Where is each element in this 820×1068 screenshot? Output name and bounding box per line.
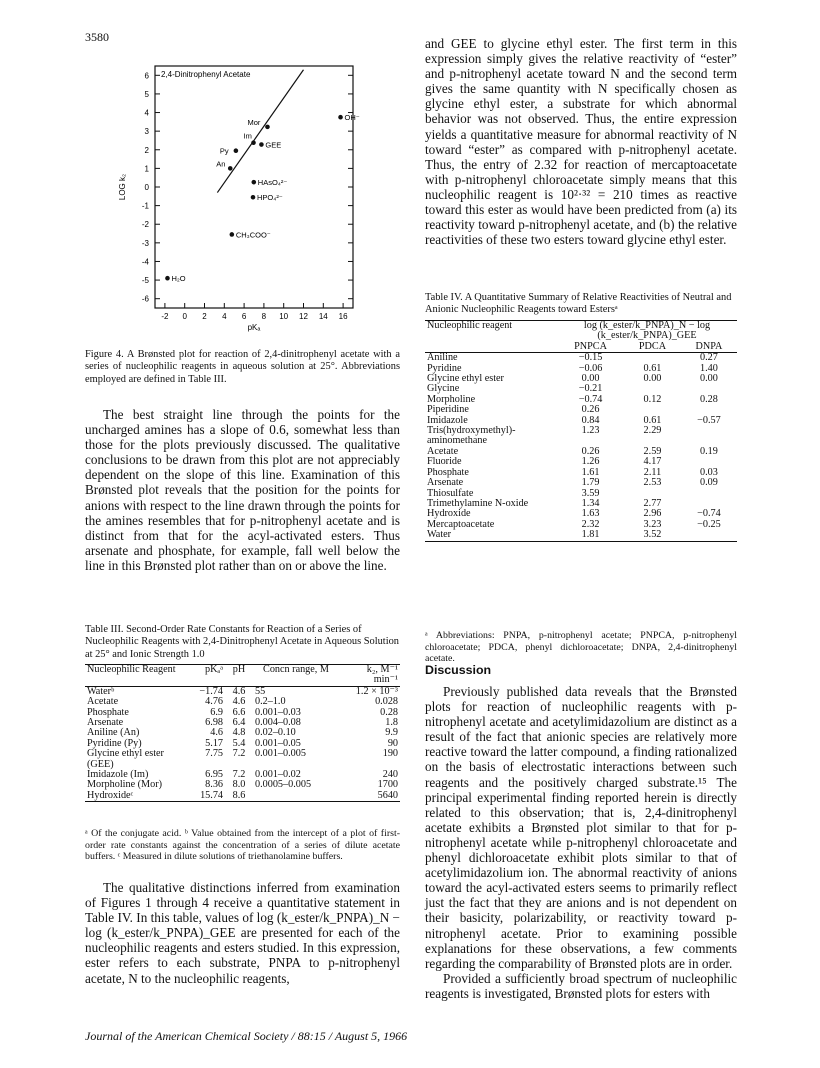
y-tick-label: -6 xyxy=(141,294,149,304)
page-number: 3580 xyxy=(85,30,109,44)
plot-title: 2,4-Dinitrophenyl Acetate xyxy=(161,70,251,79)
left-paragraph-2: The qualitative distinctions inferred from examination of Figures 1 through 4 receive a quantitative statement in Table IV. In this table, values of log (k_ester/k_PNPA)_N − log (k_ester/k_PNPA)_GEE are presented for each of the nucleophilic reagents and esters studied. In this expression, ester refers to each substrate, PNPA to p-nitrophenyl acetate, N to the nucleophilic reagents, xyxy=(85,880,400,986)
table3-header-conc: Concn range, M xyxy=(263,664,329,675)
y-tick-label: 1 xyxy=(144,164,149,174)
table4-cell-reagent: Water xyxy=(427,529,452,541)
table3-cell-pka: 4.6 xyxy=(210,727,223,739)
x-tick-label: -2 xyxy=(161,312,169,321)
table4-cell-b: 2.53 xyxy=(643,477,662,489)
table4-cell-a: 1.34 xyxy=(581,497,600,509)
table3-cell-pka: 6.95 xyxy=(205,769,223,781)
table3 xyxy=(85,664,400,802)
table4-cell-c: −0.25 xyxy=(697,518,721,530)
table-row xyxy=(425,457,737,467)
table4-cell-a: 1.79 xyxy=(581,477,600,489)
table4 xyxy=(425,320,737,542)
table-row xyxy=(425,478,737,488)
y-tick-label: 2 xyxy=(144,145,149,155)
table3-cell-pka: 4.76 xyxy=(205,696,223,708)
x-tick-label: 8 xyxy=(261,312,267,321)
table4-cell-a: −0.15 xyxy=(578,352,603,364)
table4-cell-a: 0.84 xyxy=(581,414,600,426)
table4-cell-c: 0.19 xyxy=(700,445,718,457)
table3-cell-reagent: Imidazole (Im) xyxy=(87,769,149,781)
table3-cell-reagent: Phosphate xyxy=(87,706,129,718)
y-tick-label: -4 xyxy=(141,257,149,267)
point-label: CH₃COO⁻ xyxy=(235,230,271,240)
table4-cell-a: 1.81 xyxy=(581,529,600,541)
table4-cell-a: −0.74 xyxy=(578,393,603,405)
data-point xyxy=(252,180,257,185)
table3-cell-reagent: Pyridine (Py) xyxy=(87,737,142,749)
table4-cell-c xyxy=(681,426,737,447)
table4-cell-c xyxy=(681,530,737,541)
y-tick-label: -3 xyxy=(141,238,149,248)
table4-cell-reagent: Pyridine xyxy=(427,362,462,374)
table4-cell-b: 2.77 xyxy=(643,497,662,509)
fit-line xyxy=(217,70,303,193)
table4-cell-c: 0.03 xyxy=(700,466,718,478)
table3-cell-k2: 1700 xyxy=(377,779,398,791)
left-paragraph-1: The best straight line through the points for the uncharged amines has a slope of 0.6, somewhat less than those for the plots previously discussed. The qualitative conclusions to be drawn from this plot are not appreciably dependent on the slope of this line. Examination of this Brønsted plot reveals that the position for the points for anions with respect to the line drawn through the points for the amines resembles that for p-nitrophenyl acetate and is distinct from that for the acyl-activated esters. Thus arsenate and phosphate, for example, fall well below the line in this Brønsted plot rather than on or above the line. xyxy=(85,407,400,573)
table3-cell-ph: 8.0 xyxy=(232,779,246,791)
y-tick-label: 0 xyxy=(144,183,149,192)
table4-cell-c: −0.74 xyxy=(697,508,721,520)
table3-cell-reagent: Arsenate xyxy=(87,717,124,729)
bronsted-plot xyxy=(85,52,400,350)
table3-cell-reagent: Glycine ethyl ester (GEE) xyxy=(87,748,164,770)
table3-header-k2: k₂, M⁻¹ min⁻¹ xyxy=(366,664,398,686)
data-point xyxy=(234,148,239,153)
table3-cell-reagent: Hydroxideᶜ xyxy=(87,789,134,801)
table4-cell-reagent: Piperidine xyxy=(427,404,469,416)
point-label: An xyxy=(216,159,226,169)
table3-cell-conc: 55 xyxy=(255,685,266,697)
table4-cell-a: 0.00 xyxy=(581,373,600,385)
y-tick-label: -2 xyxy=(141,220,149,230)
x-tick-label: 10 xyxy=(279,312,289,321)
table-row xyxy=(425,426,737,447)
table4-cell-reagent: Hydroxide xyxy=(427,508,471,520)
table4-cell-b: 0.61 xyxy=(643,362,662,374)
table3-cell-ph: 4.6 xyxy=(232,685,246,697)
table3-cell-pka: 7.75 xyxy=(205,748,223,760)
table-row xyxy=(85,791,400,802)
table3-caption: Table III. Second-Order Rate Constants for Reaction of a Series of Nucleophilic Reagents with 2,4-Dinitrophenyl Acetate in Aqueous Solution at 25° and Ionic Strength 1.0 xyxy=(85,624,399,660)
x-tick-label: 2 xyxy=(202,312,207,321)
table4-cell-b: 3.23 xyxy=(643,518,662,530)
bronsted-plot-svg xyxy=(85,52,400,350)
table4-header-expr: log (k_ester/k_PNPA)_N − log (k_ester/k_PNPA)_GEE xyxy=(583,320,711,342)
x-tick-label: 14 xyxy=(318,312,328,321)
point-label: GEE xyxy=(265,140,282,150)
table4-cell-b: 2.11 xyxy=(643,466,662,478)
table3-cell-reagent: Morpholine (Mor) xyxy=(87,779,162,791)
data-point xyxy=(338,115,343,120)
data-point xyxy=(251,195,256,200)
x-tick-label: 0 xyxy=(182,312,187,321)
y-tick-label: 3 xyxy=(144,127,149,137)
table3-cell-k2: 0.28 xyxy=(380,706,398,718)
table3-cell-ph: 8.6 xyxy=(232,789,246,801)
table4-cell-reagent: Trimethylamine N-oxide xyxy=(427,497,529,509)
discussion-paragraph-1 xyxy=(425,684,737,1001)
table3-cell-k2: 90 xyxy=(387,737,398,749)
y-tick-label: 6 xyxy=(144,71,149,81)
table4-cell-c xyxy=(681,489,737,499)
data-point xyxy=(165,276,170,281)
table3-header-pka: pKₐᵃ xyxy=(204,664,223,675)
table-row xyxy=(425,353,737,364)
discussion-p2-text: Provided a sufficiently broad spectrum of nucleophilic reagents is investigated, Brønsted plots for esters with xyxy=(425,970,737,1001)
table3-cell-pka: 5.17 xyxy=(205,737,223,749)
table3-body xyxy=(85,686,400,801)
table-row xyxy=(85,749,400,770)
table3-cell-pka: 15.74 xyxy=(200,789,223,801)
data-point xyxy=(228,166,233,171)
table-row xyxy=(425,405,737,415)
point-label: Mor xyxy=(247,117,261,127)
table4-cell-reagent: Phosphate xyxy=(427,466,469,478)
table3-cell-conc: 0.001–0.005 xyxy=(255,748,306,760)
table3-cell-k2: 1.8 xyxy=(385,717,398,729)
table4-cell-a: 0.26 xyxy=(581,404,600,416)
table4-cell-b: 0.12 xyxy=(643,393,662,405)
plot-frame xyxy=(155,66,353,308)
x-tick-label: 16 xyxy=(338,312,348,321)
table-row xyxy=(425,468,737,478)
point-label: HAsO₄²⁻ xyxy=(257,178,288,188)
table4-cell-reagent: Morpholine xyxy=(427,393,476,405)
table4-cell-b: 0.00 xyxy=(643,373,662,385)
table3-cell-conc: 0.001–0.03 xyxy=(255,706,301,718)
table-row xyxy=(425,520,737,530)
table4-cell-a: 1.23 xyxy=(581,425,600,437)
x-tick-label: 6 xyxy=(241,312,247,321)
table4-cell-c: −0.57 xyxy=(697,414,721,426)
table3-cell-pka: 8.36 xyxy=(205,779,223,791)
y-axis-label: LOG k₂ xyxy=(118,173,127,201)
table3-cell-conc: 0.001–0.05 xyxy=(255,737,301,749)
table3-grid xyxy=(85,664,400,802)
table4-col-pnpca: PNPCA xyxy=(574,340,607,352)
table4-cell-reagent: Fluoride xyxy=(427,456,462,468)
table4-header-reagent: Nucleophilic reagent xyxy=(427,320,513,331)
x-tick-label: 4 xyxy=(222,312,227,321)
table4-cell-b: 2.29 xyxy=(643,425,662,437)
table3-cell-ph: 4.8 xyxy=(232,727,246,739)
x-tick-label: 12 xyxy=(299,312,308,321)
table3-cell-conc: 0.0005–0.005 xyxy=(255,779,312,791)
table3-cell-ph: 4.6 xyxy=(232,696,246,708)
table4-cell-reagent: Thiosulfate xyxy=(427,487,474,499)
table4-cell-a: 2.32 xyxy=(581,518,600,530)
table3-cell-conc: 0.004–0.08 xyxy=(255,717,301,729)
table4-cell-b: 2.59 xyxy=(643,445,662,457)
table4-col-dnpa: DNPA xyxy=(695,340,723,352)
table4-cell-reagent: Tris(hydroxymethyl)-aminomethane xyxy=(427,425,516,447)
point-label: HPO₄²⁻ xyxy=(257,193,283,203)
point-label: Py xyxy=(219,146,229,156)
table4-cell-c: 0.00 xyxy=(700,373,718,385)
table4-cell-a: 1.61 xyxy=(581,466,600,478)
table4-cell-c: 0.09 xyxy=(700,477,718,489)
table4-cell-reagent: Mercaptoacetate xyxy=(427,518,495,530)
table4-cell-a: 1.63 xyxy=(581,508,600,520)
table4-cell-b: 4.17 xyxy=(643,456,662,468)
point-label: OH⁻ xyxy=(344,113,360,123)
table3-cell-ph: 5.4 xyxy=(232,737,246,749)
table4-cell-reagent: Glycine ethyl ester xyxy=(427,373,504,385)
point-label: H₂O xyxy=(171,274,186,284)
table3-header-ph: pH xyxy=(232,664,246,675)
table3-cell-k2: 5640 xyxy=(377,789,398,801)
table4-cell-b xyxy=(624,353,681,364)
table-row xyxy=(425,395,737,405)
table3-cell-conc: 0.001–0.02 xyxy=(255,769,301,781)
table3-cell-k2: 9.9 xyxy=(385,727,398,739)
table3-cell-reagent: Waterᵇ xyxy=(87,685,115,697)
discussion-heading: Discussion xyxy=(425,663,492,677)
table3-cell-conc xyxy=(253,791,339,802)
table4-col-pdca: PDCA xyxy=(638,340,667,352)
y-tick-label: -5 xyxy=(141,276,149,286)
table4-cell-a: −0.06 xyxy=(578,362,603,374)
table3-footnote: ᵃ Of the conjugate acid. ᵇ Value obtained from the intercept of a plot of first-order rate constants against the concentration of a series of dilute acetate buffers. ᶜ Measured in dilute solutions of triethanolamine buffers. xyxy=(85,828,400,863)
table4-cell-a: 0.26 xyxy=(581,445,600,457)
table4-cell-reagent: Imidazole xyxy=(427,414,468,426)
point-label: Im xyxy=(243,131,252,141)
figure-caption: Figure 4. A Brønsted plot for reaction of 2,4-dinitrophenyl acetate with a series of nucleophilic reagents in aqueous solution at 25°. Abbreviations employed are defined in Table III. xyxy=(85,349,400,385)
table4-cell-c: 0.28 xyxy=(700,393,718,405)
table-row xyxy=(425,499,737,509)
table4-cell-reagent: Arsenate xyxy=(427,477,464,489)
table3-cell-ph: 7.2 xyxy=(232,769,246,781)
table4-cell-b: 2.96 xyxy=(643,508,662,520)
table3-cell-k2: 0.028 xyxy=(375,696,398,708)
data-point xyxy=(259,142,264,147)
table3-cell-reagent: Acetate xyxy=(87,696,119,708)
table3-cell-reagent: Aniline (An) xyxy=(87,727,140,739)
table4-cell-a: 3.59 xyxy=(581,487,600,499)
table4-cell-c: 1.40 xyxy=(700,362,718,374)
y-tick-label: -1 xyxy=(141,201,149,211)
table3-cell-pka: 6.98 xyxy=(205,717,223,729)
table3-cell-pka: 6.9 xyxy=(210,706,223,718)
table4-cell-a: −0.21 xyxy=(578,383,603,395)
data-point xyxy=(265,125,270,130)
table4-cell-reagent: Glycine xyxy=(427,383,460,395)
table3-cell-k2: 190 xyxy=(382,748,398,760)
data-point xyxy=(251,140,256,145)
table4-caption: Table IV. A Quantitative Summary of Relative Reactivities of Neutral and Anionic Nucleophilic Reagents toward Estersᵃ xyxy=(425,292,732,316)
table3-cell-k2: 1.2 × 10⁻³ xyxy=(355,685,398,697)
table3-cell-ph: 6.6 xyxy=(232,706,246,718)
table3-cell-ph: 7.2 xyxy=(232,748,246,760)
table3-cell-ph: 6.4 xyxy=(232,717,246,729)
table4-footnote: ᵃ Abbreviations: PNPA, p-nitrophenyl acetate; PNPCA, p-nitrophenyl chloroacetate; PDCA, phenyl dichloroacetate; DNPA, 2,4-dinitrophenyl acetate. xyxy=(425,630,737,665)
table4-cell-b: 3.52 xyxy=(643,529,662,541)
table3-cell-k2: 240 xyxy=(382,769,398,781)
y-tick-label: 4 xyxy=(144,108,149,118)
table4-cell-reagent: Aniline xyxy=(427,352,458,364)
y-tick-label: 5 xyxy=(144,89,149,99)
right-paragraph-1: and GEE to glycine ethyl ester. The first term in this expression simply gives the relative reactivity of “ester” and p-nitrophenyl acetate toward N and the second term gives the same quantity with N specifically chosen as glycine ethyl ester, a substrate for which abnormal behavior was not observed. Thus, the entire expression yields a quantitative measure for abnormal reactivity of N toward “ester” as compared with p-nitrophenyl acetate. Thus, the entry of 2.32 for reaction of mercaptoacetate with p-nitrophenyl chloroacetate simply means that this nucleophilic reagent is 10²·³² = 210 times as reactive toward this ester as would have been predicted from (a) its reactivity toward p-nitrophenyl acetate, and (b) the relative reactivities of these two esters toward glycine ethyl ester. xyxy=(425,36,737,248)
journal-footer: Journal of the American Chemical Society / 88:15 / August 5, 1966 xyxy=(85,1029,408,1043)
table3-cell-pka: −1.74 xyxy=(199,685,223,697)
table-row xyxy=(425,530,737,541)
table4-cell-reagent: Acetate xyxy=(427,445,459,457)
table4-grid xyxy=(425,320,737,542)
table3-header-reagent: Nucleophilic Reagent xyxy=(87,664,176,675)
table4-cell-a: 1.26 xyxy=(581,456,600,468)
table3-cell-conc: 0.02–0.10 xyxy=(255,727,296,739)
discussion-p1-text: Previously published data reveals that the Brønsted plots for reaction of nucleophilic reagents with p-nitrophenyl acetate and acetylimidazolium are distinct as a result of the fact that anionic species are relatively more reactive toward the latter compound, a finding rationalized on the basis of electrostatic interactions between such reagents and the positively charged substrate.¹⁵ The principal experimental finding reported herein is directly related to this observation; that is, 2,4-dinitrophenyl acetate exhibits a Brønsted plot similar to that for p-nitrophenyl acetate while p-nitrophenyl chloroacetate and phenyl dichloroacetate exhibit plots similar to that of acetylimidazolium ion. The abnormal reactivity of anions toward the acyl-activated esters seems to primarily reflect just the fact that they are anions and is not dependent on their basicity, polarizability, or reactivity toward p-nitrophenyl acetate. Prior to examining possible explanations for these observations, a few comments regarding the comparability of Brønsted plots are in order. xyxy=(425,684,737,971)
table4-body xyxy=(425,353,737,541)
x-axis-label: pKₐ xyxy=(247,323,261,332)
table-row xyxy=(425,447,737,457)
data-point xyxy=(230,232,235,237)
table4-cell-b: 0.61 xyxy=(643,414,662,426)
table4-cell-c: 0.27 xyxy=(700,352,718,364)
table3-cell-conc: 0.2–1.0 xyxy=(255,696,286,708)
